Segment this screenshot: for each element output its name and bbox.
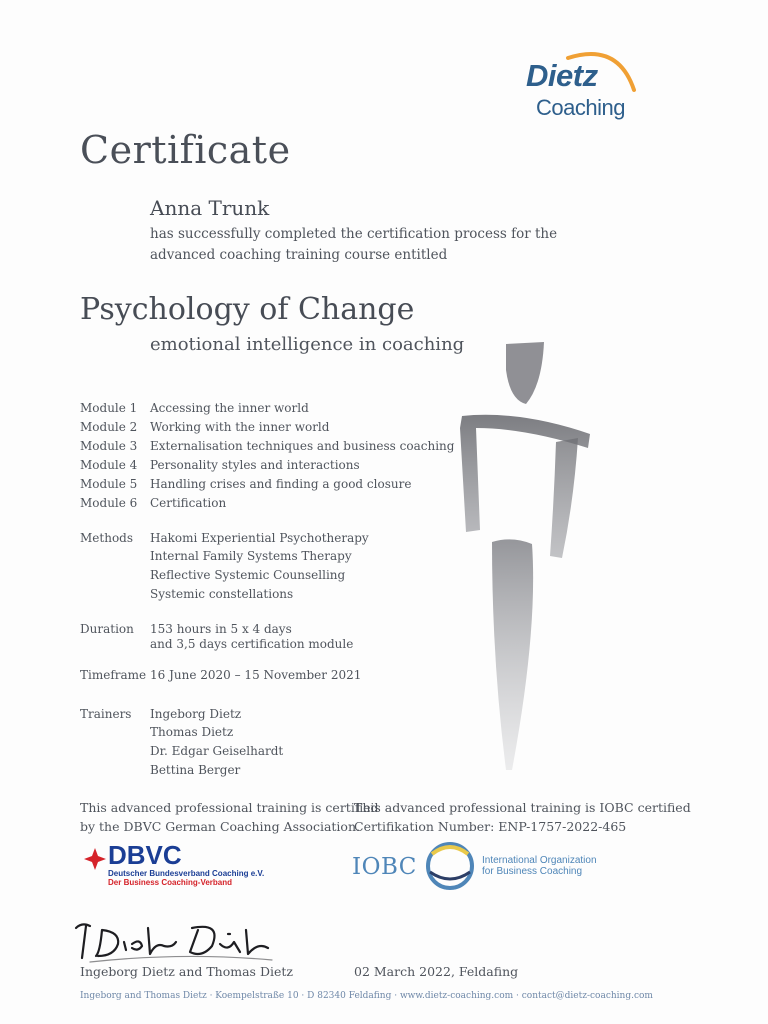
course-title: Psychology of Change (80, 292, 415, 327)
module-6-text: Certification (150, 496, 227, 510)
handwritten-signature (72, 912, 282, 966)
course-subtitle: emotional intelligence in coaching (150, 334, 465, 355)
trainers-label: Trainers (80, 707, 132, 721)
iobc-cert-line-2: Certifikation Number: ENP-1757-2022-465 (354, 819, 627, 834)
dbvc-cert-line-1: This advanced professional training is certified (80, 800, 379, 815)
module-1-text: Accessing the inner world (150, 401, 309, 415)
method-item: Hakomi Experiential Psychotherapy (150, 531, 369, 545)
duration-line: and 3,5 days certification module (150, 637, 354, 651)
method-item: Internal Family Systems Therapy (150, 549, 352, 563)
trainer-name: Ingeborg Dietz (150, 707, 242, 721)
dbvc-logo (82, 840, 302, 892)
module-5-label: Module 5 (80, 477, 138, 491)
module-3-text: Externalisation techniques and business coaching (150, 439, 455, 453)
signing-date-place: 02 March 2022, Feldafing (354, 964, 519, 979)
module-5-text: Handling crises and finding a good closure (150, 477, 412, 491)
dbvc-logo-line-1: Deutscher Bundesverband Coaching e.V. (108, 869, 265, 878)
module-4-text: Personality styles and interactions (150, 458, 360, 472)
trainer-name: Thomas Dietz (150, 725, 234, 739)
dbvc-star-icon (82, 846, 108, 872)
timeframe-value: 16 June 2020 – 15 November 2021 (150, 668, 362, 682)
iobc-cert-line-1: This advanced professional training is IOBC certified (354, 800, 691, 815)
trainer-name: Dr. Edgar Geiselhardt (150, 744, 284, 758)
recipient-name: Anna Trunk (150, 196, 270, 220)
module-3-label: Module 3 (80, 439, 138, 453)
intro-line-1: has successfully completed the certification process for the (150, 226, 558, 242)
methods-label: Methods (80, 531, 134, 545)
intro-line-2: advanced coaching training course entitled (150, 247, 448, 263)
iobc-logo-line-1: International Organization (482, 855, 597, 866)
dbvc-logo-name: DBVC (108, 840, 182, 870)
dietz-coaching-logo (522, 46, 652, 126)
method-item: Reflective Systemic Counselling (150, 568, 346, 582)
dbvc-cert-line-2: by the DBVC German Coaching Association. (80, 819, 360, 834)
logo-word-coaching: Coaching (536, 95, 625, 120)
module-1-label: Module 1 (80, 401, 138, 415)
method-item: Systemic constellations (150, 587, 294, 601)
certificate-title: Certificate (80, 128, 291, 172)
module-2-text: Working with the inner world (150, 420, 330, 434)
footer-contact: Ingeborg and Thomas Dietz · Koempelstraße 10 · D 82340 Feldafing · www.dietz-coaching.com · contact@dietz-coaching.com (80, 991, 653, 1001)
iobc-logo-line-2: for Business Coaching (482, 866, 583, 877)
module-4-label: Module 4 (80, 458, 138, 472)
signatory-names: Ingeborg Dietz and Thomas Dietz (80, 964, 293, 979)
timeframe-label: Timeframe (80, 668, 147, 682)
logo-word-dietz: Dietz (526, 58, 598, 93)
iobc-logo (352, 836, 622, 896)
module-6-label: Module 6 (80, 496, 138, 510)
iobc-globe-icon (422, 838, 478, 894)
duration-line: 153 hours in 5 x 4 days (150, 622, 292, 636)
trainer-name: Bettina Berger (150, 763, 241, 777)
dbvc-logo-line-2: Der Business Coaching-Verband (108, 878, 233, 887)
module-2-label: Module 2 (80, 420, 138, 434)
iobc-logo-name: IOBC (352, 854, 417, 880)
duration-label: Duration (80, 622, 134, 636)
figure-illustration (440, 330, 670, 780)
